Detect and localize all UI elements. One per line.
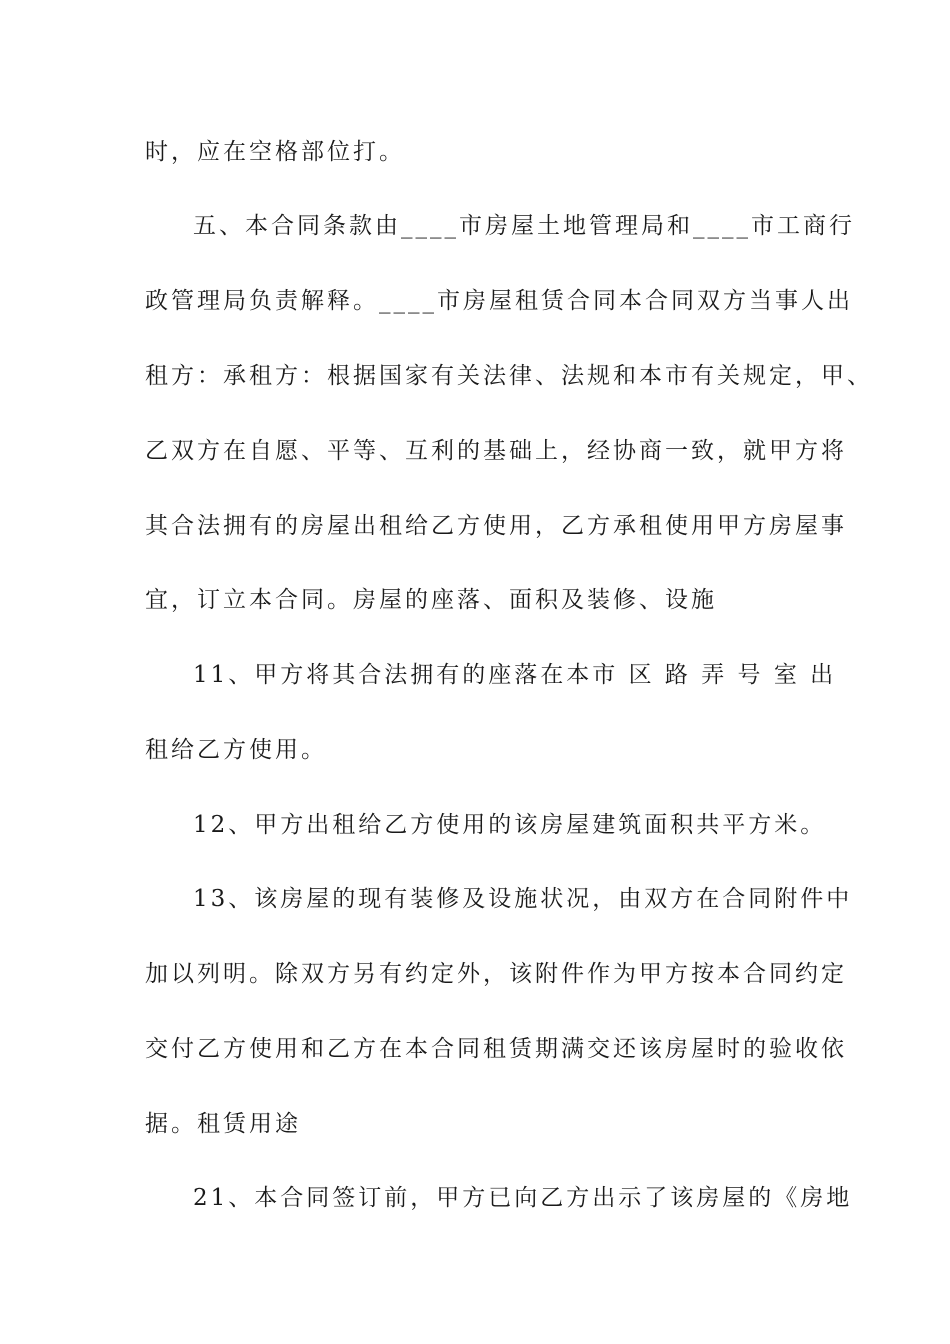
text-line: 乙双方在自愿、平等、互利的基础上，经协商一致，就甲方将 xyxy=(145,438,847,464)
text-line: 时，应在空格部位打。 xyxy=(145,139,405,165)
text-line: 11、甲方将其合法拥有的座落在本市 区 路 弄 号 室 出 xyxy=(193,662,837,688)
text-line: 据。租赁用途 xyxy=(145,1111,301,1137)
text-line: 宜，订立本合同。房屋的座落、面积及装修、设施 xyxy=(145,587,717,613)
text-line: 其合法拥有的房屋出租给乙方使用，乙方承租使用甲方房屋事 xyxy=(145,513,847,539)
text-line: 交付乙方使用和乙方在本合同租赁期满交还该房屋时的验收依 xyxy=(145,1036,847,1062)
text-line: 21、本合同签订前，甲方已向乙方出示了该房屋的《房地 xyxy=(193,1185,853,1211)
text-line: 政管理局负责解释。____市房屋租赁合同本合同双方当事人出 xyxy=(145,288,853,314)
text-line: 五、本合同条款由____市房屋土地管理局和____市工商行 xyxy=(193,213,855,239)
text-line: 租方：承租方：根据国家有关法律、法规和本市有关规定，甲、 xyxy=(145,363,873,389)
text-line: 12、甲方出租给乙方使用的该房屋建筑面积共平方米。 xyxy=(193,812,827,838)
text-line: 13、该房屋的现有装修及设施状况，由双方在合同附件中 xyxy=(193,886,853,912)
text-line: 租给乙方使用。 xyxy=(145,737,327,763)
text-line: 加以列明。除双方另有约定外，该附件作为甲方按本合同约定 xyxy=(145,961,847,987)
